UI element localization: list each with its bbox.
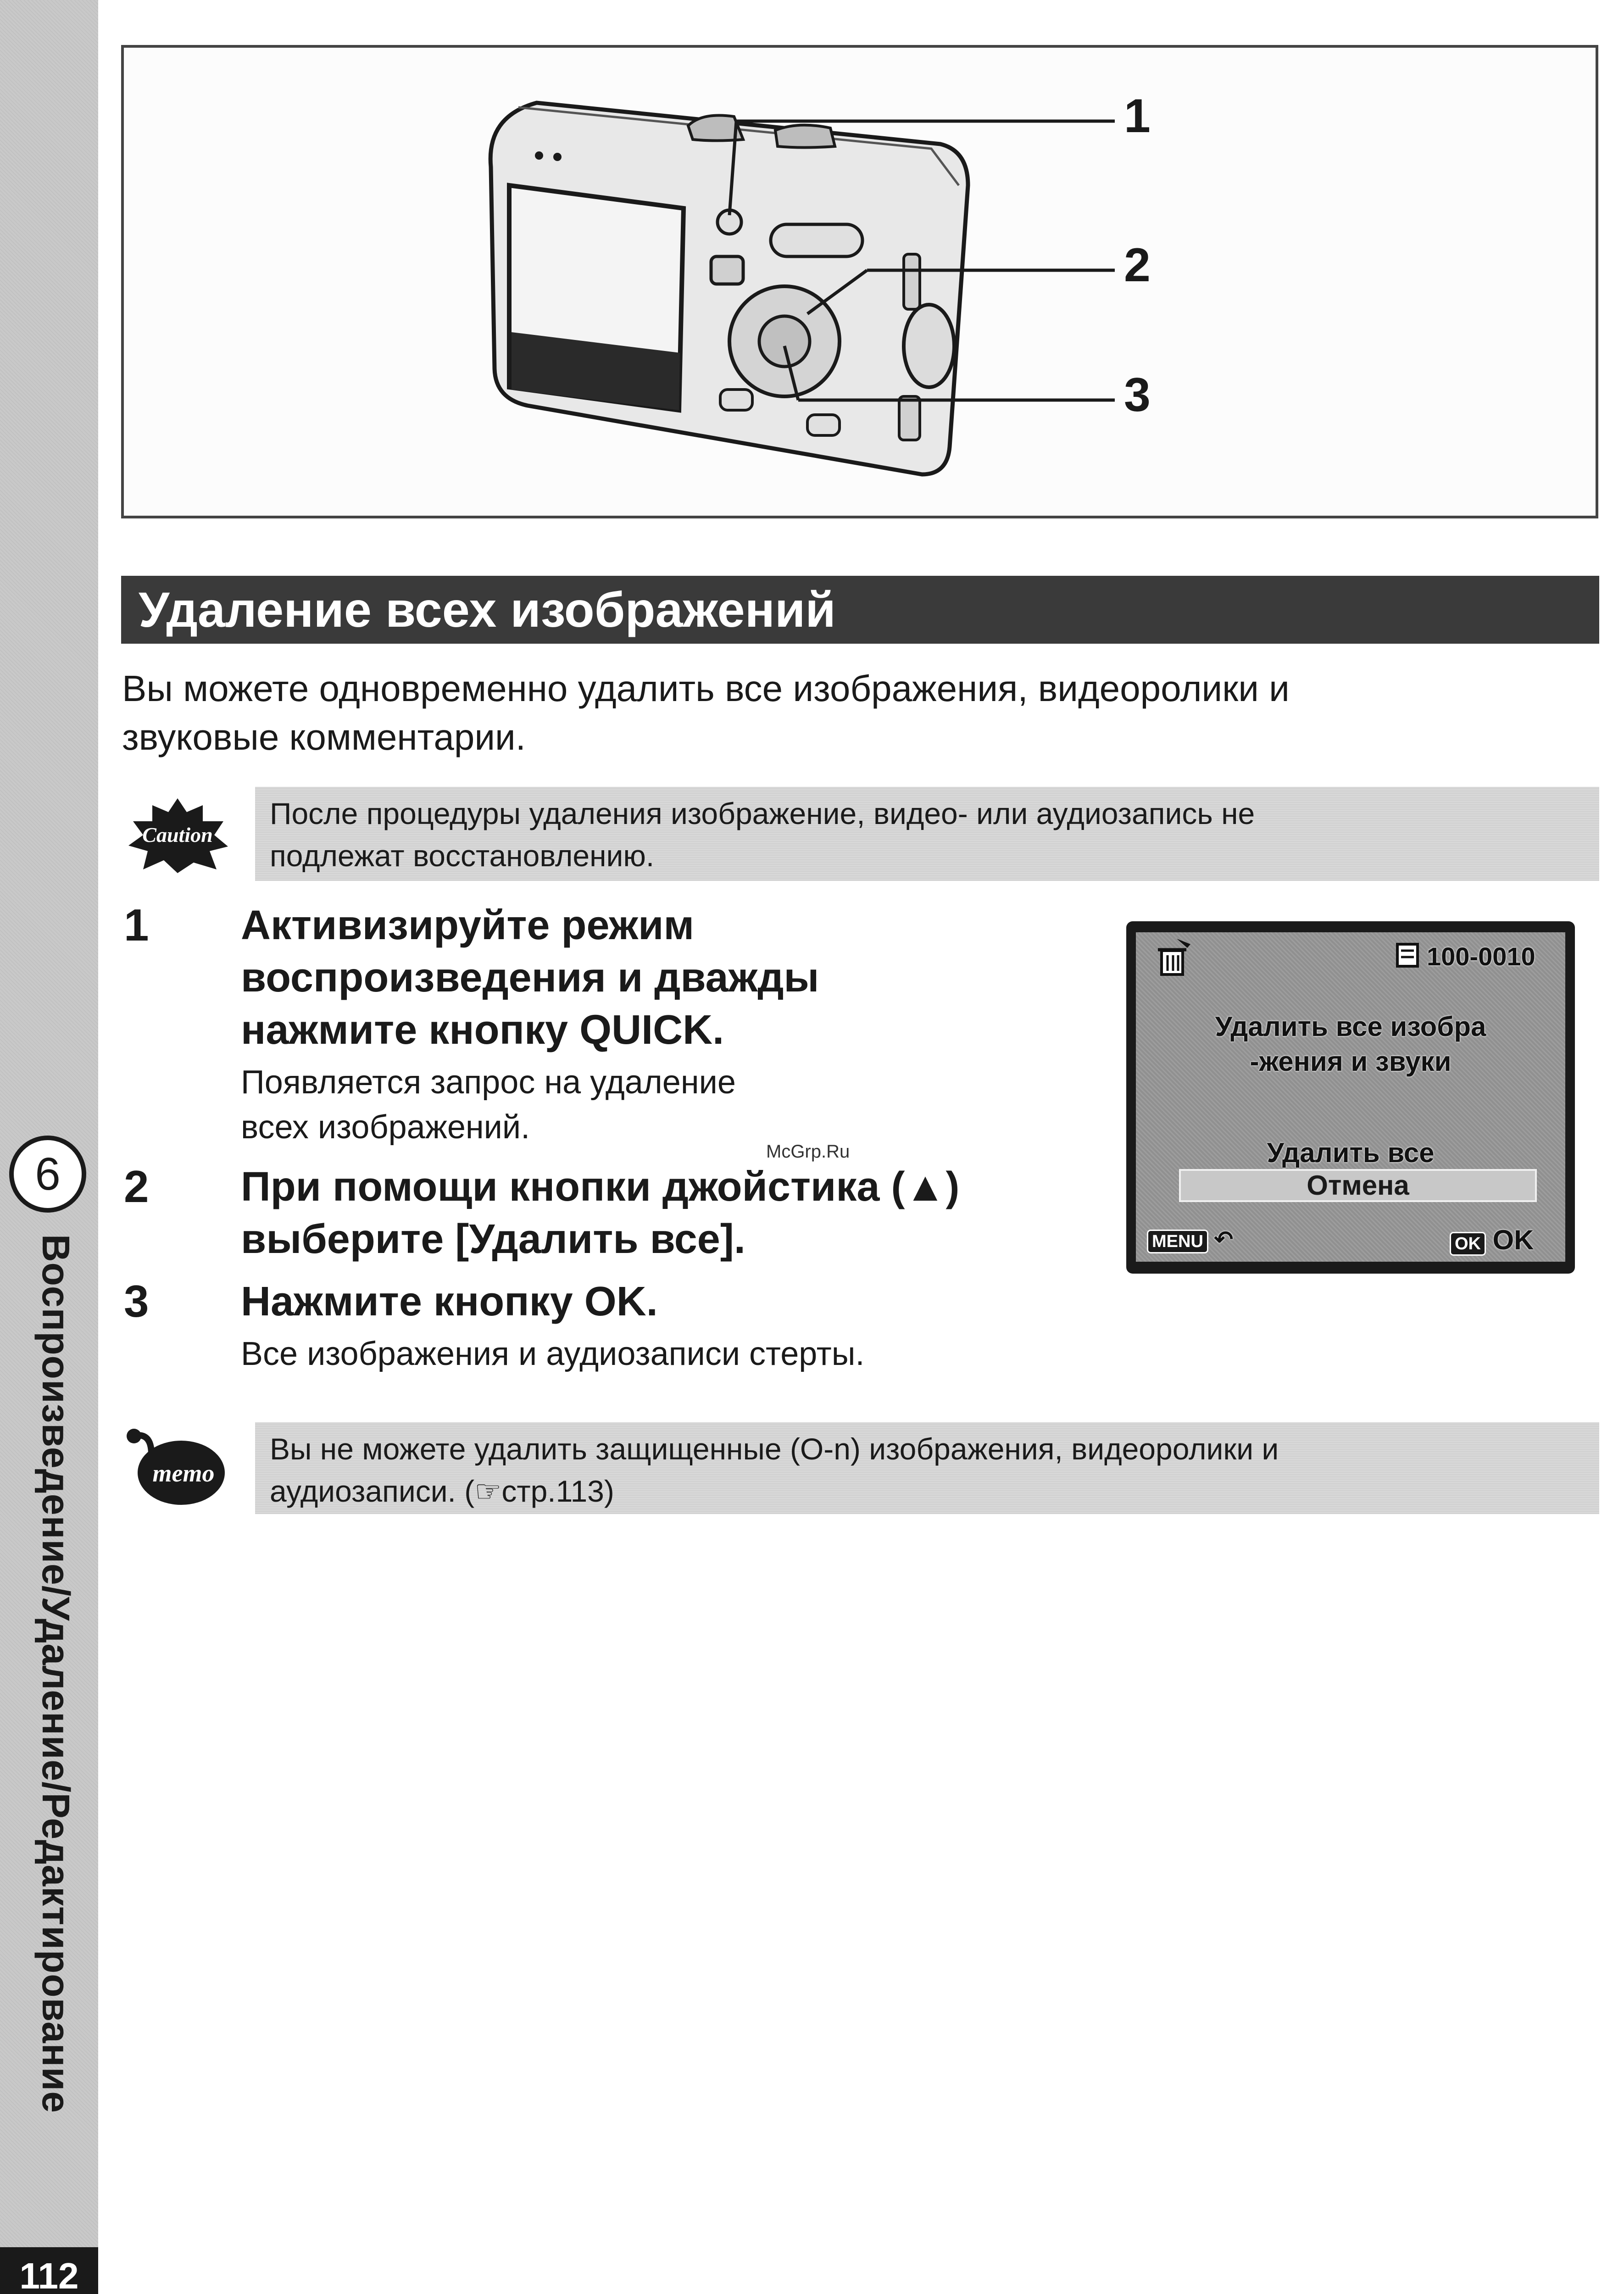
green-button [807,415,840,435]
lcd-file-number: 100-0010 [1427,942,1535,971]
chapter-title: Воспроизведение/Удаление/Редактирование [34,1234,78,2113]
step-title-line: выберите [Удалить все]. [241,1216,745,1262]
caution-icon [125,796,230,874]
step-1 [241,899,1090,1150]
caution-line: подлежат восстановлению. [270,839,655,873]
intro-line: звуковые комментарии. [122,717,526,757]
intro-line: Вы можете одновременно удалить все изображения, видеоролики и [122,668,1290,709]
lcd-ok[interactable] [1450,1224,1534,1256]
page-number: 112 [0,2247,98,2294]
caution-icon-label: Caution [142,823,213,846]
step-title-line: воспроизведения и дважды [241,955,819,1001]
chapter-number-badge [9,1136,86,1213]
memo-line: Вы не можете удалить защищенные (O-n) изображения, видеоролики и [270,1432,1279,1466]
ok-label: OK [1492,1225,1534,1255]
camera-illustration [124,48,1596,516]
camera-figure [121,45,1598,518]
step-number: 3 [124,1276,149,1326]
chapter-number: 6 [35,1148,61,1200]
callout-2: 2 [1124,239,1151,292]
step-title-line: При помощи кнопки джойстика (▲) [241,1164,960,1210]
shutter-button [775,125,835,148]
strap-ring [904,305,954,387]
lcd-option-delete-all[interactable]: Удалить все [1267,1137,1435,1168]
folder-file-icon [1395,941,1422,969]
chapter-title-wrap [18,1234,83,2221]
step-number: 1 [124,900,149,950]
step-number: 2 [124,1161,149,1212]
back-arrow-icon: ↶ [1214,1226,1234,1252]
indicator-dot-2 [553,153,562,161]
side-slot [904,254,920,309]
callout-3: 3 [1124,368,1151,422]
lcd-message [1136,1009,1565,1079]
menu-button [720,390,752,410]
step-desc-line: Все изображения и аудиозаписи стерты. [241,1336,865,1372]
memo-line: аудиозаписи. (☞cтр.113) [270,1474,614,1508]
lcd-menu-back[interactable] [1147,1226,1233,1253]
step-title-line: нажмите кнопку QUICK. [241,1007,724,1053]
ok-button [759,316,810,367]
caution-note [255,787,1599,881]
side-port [899,396,920,440]
indicator-dot [535,151,543,160]
lcd-message-line: -жения и звуки [1250,1046,1452,1077]
watermark: McGrp.Ru [766,1141,850,1162]
step-title-line: Активизируйте режим [241,902,695,948]
lcd-screen [1136,932,1565,1262]
zoom-button [771,224,862,256]
memo-icon-label: memo [152,1459,215,1487]
step-title-line: Нажмите кнопку OK. [241,1279,658,1325]
section-title: Удаление всех изображений [121,576,1599,644]
caution-line: После процедуры удаления изображение, видео- или аудиозапись не [270,796,1255,830]
menu-key: MENU [1147,1230,1208,1253]
callout-1: 1 [1124,89,1151,143]
step-3 [241,1275,1112,1376]
step-desc-line: всех изображений. [241,1109,530,1146]
memo-icon [124,1427,229,1509]
lcd-message-line: Удалить все изобра [1215,1011,1486,1042]
memo-note [255,1422,1599,1514]
lcd-option-cancel[interactable]: Отмена [1179,1169,1537,1202]
step-2 [241,1161,1112,1265]
section-intro [122,664,1581,762]
ok-key: OK [1450,1232,1486,1256]
playback-button [711,256,743,284]
step-desc-line: Появляется запрос на удаление [241,1064,736,1101]
trash-icon [1151,937,1197,978]
